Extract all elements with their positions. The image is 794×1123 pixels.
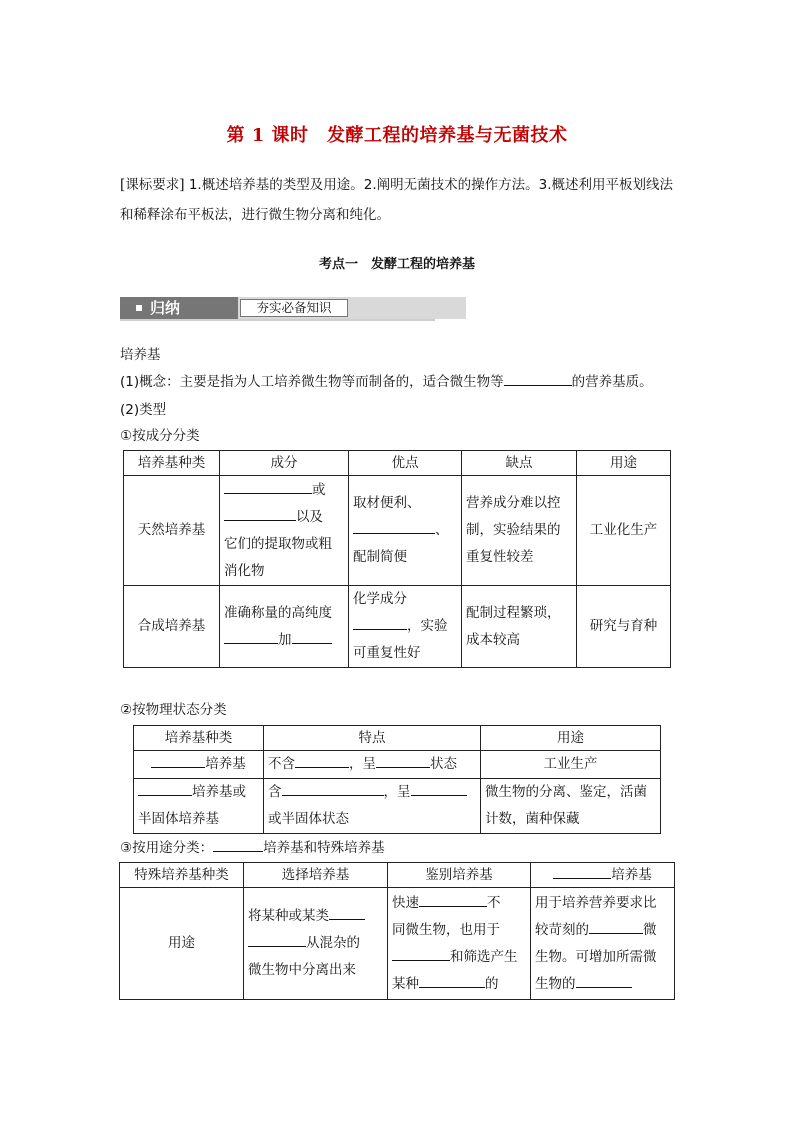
table-header-cell: 特点	[264, 726, 481, 751]
composition-table	[123, 450, 671, 668]
cell-text: 、	[435, 522, 449, 538]
blank-field[interactable]	[419, 894, 487, 907]
cell-text: 快速	[392, 894, 419, 911]
cell-text: 计数，菌种保藏	[485, 811, 580, 827]
cell-text: 将某种或某类	[248, 908, 329, 924]
cell-text: 营养成分难以控	[466, 495, 561, 511]
advantage-cell	[349, 476, 462, 586]
table-header-cell: 用途	[481, 726, 661, 751]
table-header-row	[124, 451, 671, 476]
blank-field[interactable]	[224, 631, 278, 644]
cell-text: 含	[268, 784, 282, 800]
banner-label: 归纳	[150, 299, 181, 317]
square-bullet-icon	[136, 305, 142, 311]
cell-text: 制，实验结果的	[466, 522, 561, 538]
table-row	[124, 476, 671, 586]
blank-field[interactable]	[292, 631, 332, 644]
table-header-cell: 缺点	[462, 451, 577, 476]
table1-heading: ①按成分分类	[120, 428, 200, 444]
blank-field[interactable]	[282, 783, 384, 796]
cell-text: 可重复性好	[353, 645, 421, 661]
course-requirements	[120, 170, 680, 230]
disadvantage-cell	[462, 586, 577, 668]
table-header-cell: 鉴别培养基	[388, 863, 531, 888]
cell-text: 消化物	[224, 562, 265, 579]
banner-underline	[120, 319, 435, 321]
row-label-cell: 用途	[120, 888, 244, 1000]
cell-text: 状态	[430, 756, 457, 772]
advantage-cell	[349, 586, 462, 668]
banner-sub: 夯实必备知识	[240, 299, 348, 317]
banner-sub-box	[238, 297, 466, 319]
table-header-row	[120, 863, 675, 888]
cell-text: 或	[312, 481, 326, 498]
cell-text: ，呈	[349, 756, 376, 772]
blank-field[interactable]	[576, 975, 632, 988]
table3-heading	[120, 836, 385, 856]
cell-text: 某种	[392, 975, 419, 992]
table-header-cell: 特殊培养基种类	[120, 863, 244, 888]
blank-field[interactable]	[151, 755, 205, 768]
cell-text: 化学成分	[353, 591, 407, 607]
cell-text: 取材便利、	[353, 495, 421, 511]
cell-text: 配制过程繁琐，	[466, 604, 561, 621]
table-header-cell: 培养基种类	[134, 726, 264, 751]
section-title: 培养基	[120, 347, 161, 363]
usage-cell: 研究与育种	[577, 586, 671, 668]
kind-cell	[134, 779, 264, 834]
cell-text: 以及	[296, 508, 323, 525]
cell-text: 培养基	[205, 756, 246, 772]
identification-cell	[388, 888, 531, 1000]
usage-table	[119, 862, 675, 1000]
cell-text: ，呈	[383, 784, 411, 800]
composition-cell	[220, 476, 349, 586]
blank-field[interactable]	[138, 783, 192, 796]
cell-text: 培养基或	[192, 784, 246, 800]
cell-text: 微生物的分离、鉴定，活菌	[485, 784, 647, 800]
table-header-cell: 优点	[349, 451, 462, 476]
selective-cell	[244, 888, 388, 1000]
cell-text: 半固体培养基	[138, 811, 219, 827]
table2-heading: ②按物理状态分类	[120, 702, 227, 718]
table-row	[120, 888, 675, 1000]
cell-text: 微生物中分离出来	[248, 962, 356, 978]
key-point-title: 考点一 发酵工程的培养基	[318, 257, 475, 272]
table-header-cell: 成分	[220, 451, 349, 476]
kind-cell: 天然培养基	[124, 476, 220, 586]
requirement-tag: [课标要求]	[120, 177, 185, 193]
blank-field[interactable]	[248, 934, 306, 947]
concept-line	[120, 370, 653, 390]
cell-text: 微	[643, 921, 657, 938]
cell-text: 生物。可增加所需微	[535, 948, 657, 965]
cell-text: 不含	[268, 756, 295, 772]
kind-cell	[134, 751, 264, 779]
cell-text: 生物的	[535, 975, 576, 992]
cell-text: 的	[485, 975, 499, 992]
cell-text: 或半固体状态	[268, 811, 349, 827]
special-cell	[531, 888, 675, 1000]
blank-field[interactable]	[376, 755, 430, 768]
cell-text: 它们的提取物或粗	[224, 535, 332, 552]
feature-cell	[264, 751, 481, 779]
types-heading: (2)类型	[120, 402, 167, 418]
blank-field[interactable]	[589, 921, 643, 934]
blank-field[interactable]	[353, 521, 435, 534]
blank-field[interactable]	[392, 948, 450, 961]
blank-field[interactable]	[213, 839, 263, 852]
kind-cell: 合成培养基	[124, 586, 220, 668]
concept-prefix: (1)概念：主要是指为人工培养微生物等而制备的，适合微生物等	[120, 374, 504, 390]
cell-text: 不	[487, 894, 501, 911]
cell-text: 加	[278, 631, 292, 648]
disadvantage-cell	[462, 476, 577, 586]
heading-text: 培养基和特殊培养基	[263, 840, 385, 856]
blank-field[interactable]	[419, 975, 485, 988]
cell-text: 较苛刻的	[535, 921, 589, 938]
banner-label-box	[120, 297, 238, 319]
page-title: 第 1 课时 发酵工程的培养基与无菌技术	[226, 125, 568, 146]
blank-field[interactable]	[553, 866, 611, 879]
blank-field[interactable]	[411, 783, 467, 796]
blank-field[interactable]	[329, 907, 365, 920]
table-header-row	[134, 726, 661, 751]
table-row	[124, 586, 671, 668]
cell-text: 准确称量的高纯度	[224, 604, 332, 621]
cell-text: 用于培养营养要求比	[535, 894, 657, 911]
usage-cell	[481, 779, 661, 834]
usage-cell: 工业化生产	[577, 476, 671, 586]
table-header-cell: 用途	[577, 451, 671, 476]
blank-field[interactable]	[295, 755, 349, 768]
table-header-cell	[531, 863, 675, 888]
cell-text: 重复性较差	[466, 549, 534, 565]
feature-cell	[264, 779, 481, 834]
table-row	[134, 779, 661, 834]
table-header-cell: 培养基种类	[124, 451, 220, 476]
blank-field[interactable]	[224, 508, 296, 521]
concept-suffix: 的营养基质。	[571, 374, 653, 390]
cell-text: 培养基	[611, 867, 652, 883]
heading-text: ③按用途分类：	[120, 840, 214, 856]
cell-text: 和筛选产生	[450, 948, 518, 965]
blank-field[interactable]	[353, 617, 407, 630]
cell-text: 从混杂的	[306, 935, 360, 951]
cell-text: 同微生物，也用于	[392, 921, 500, 938]
blank-field[interactable]	[224, 481, 312, 494]
composition-cell	[220, 586, 349, 668]
usage-cell: 工业生产	[481, 751, 661, 779]
table-header-cell: 选择培养基	[244, 863, 388, 888]
cell-text: ，实验	[407, 618, 448, 634]
table-row	[134, 751, 661, 779]
requirement-text: 1.概述培养基的类型及用途。2.阐明无菌技术的操作方法。3.概述利用平板划线法和稀释涂布平板法，进行微生物分离和纯化。	[120, 177, 673, 223]
physical-state-table	[133, 725, 661, 834]
concept-blank[interactable]	[504, 373, 572, 386]
summary-banner	[120, 297, 435, 321]
cell-text: 配制简便	[353, 549, 407, 565]
cell-text: 成本较高	[466, 631, 520, 648]
